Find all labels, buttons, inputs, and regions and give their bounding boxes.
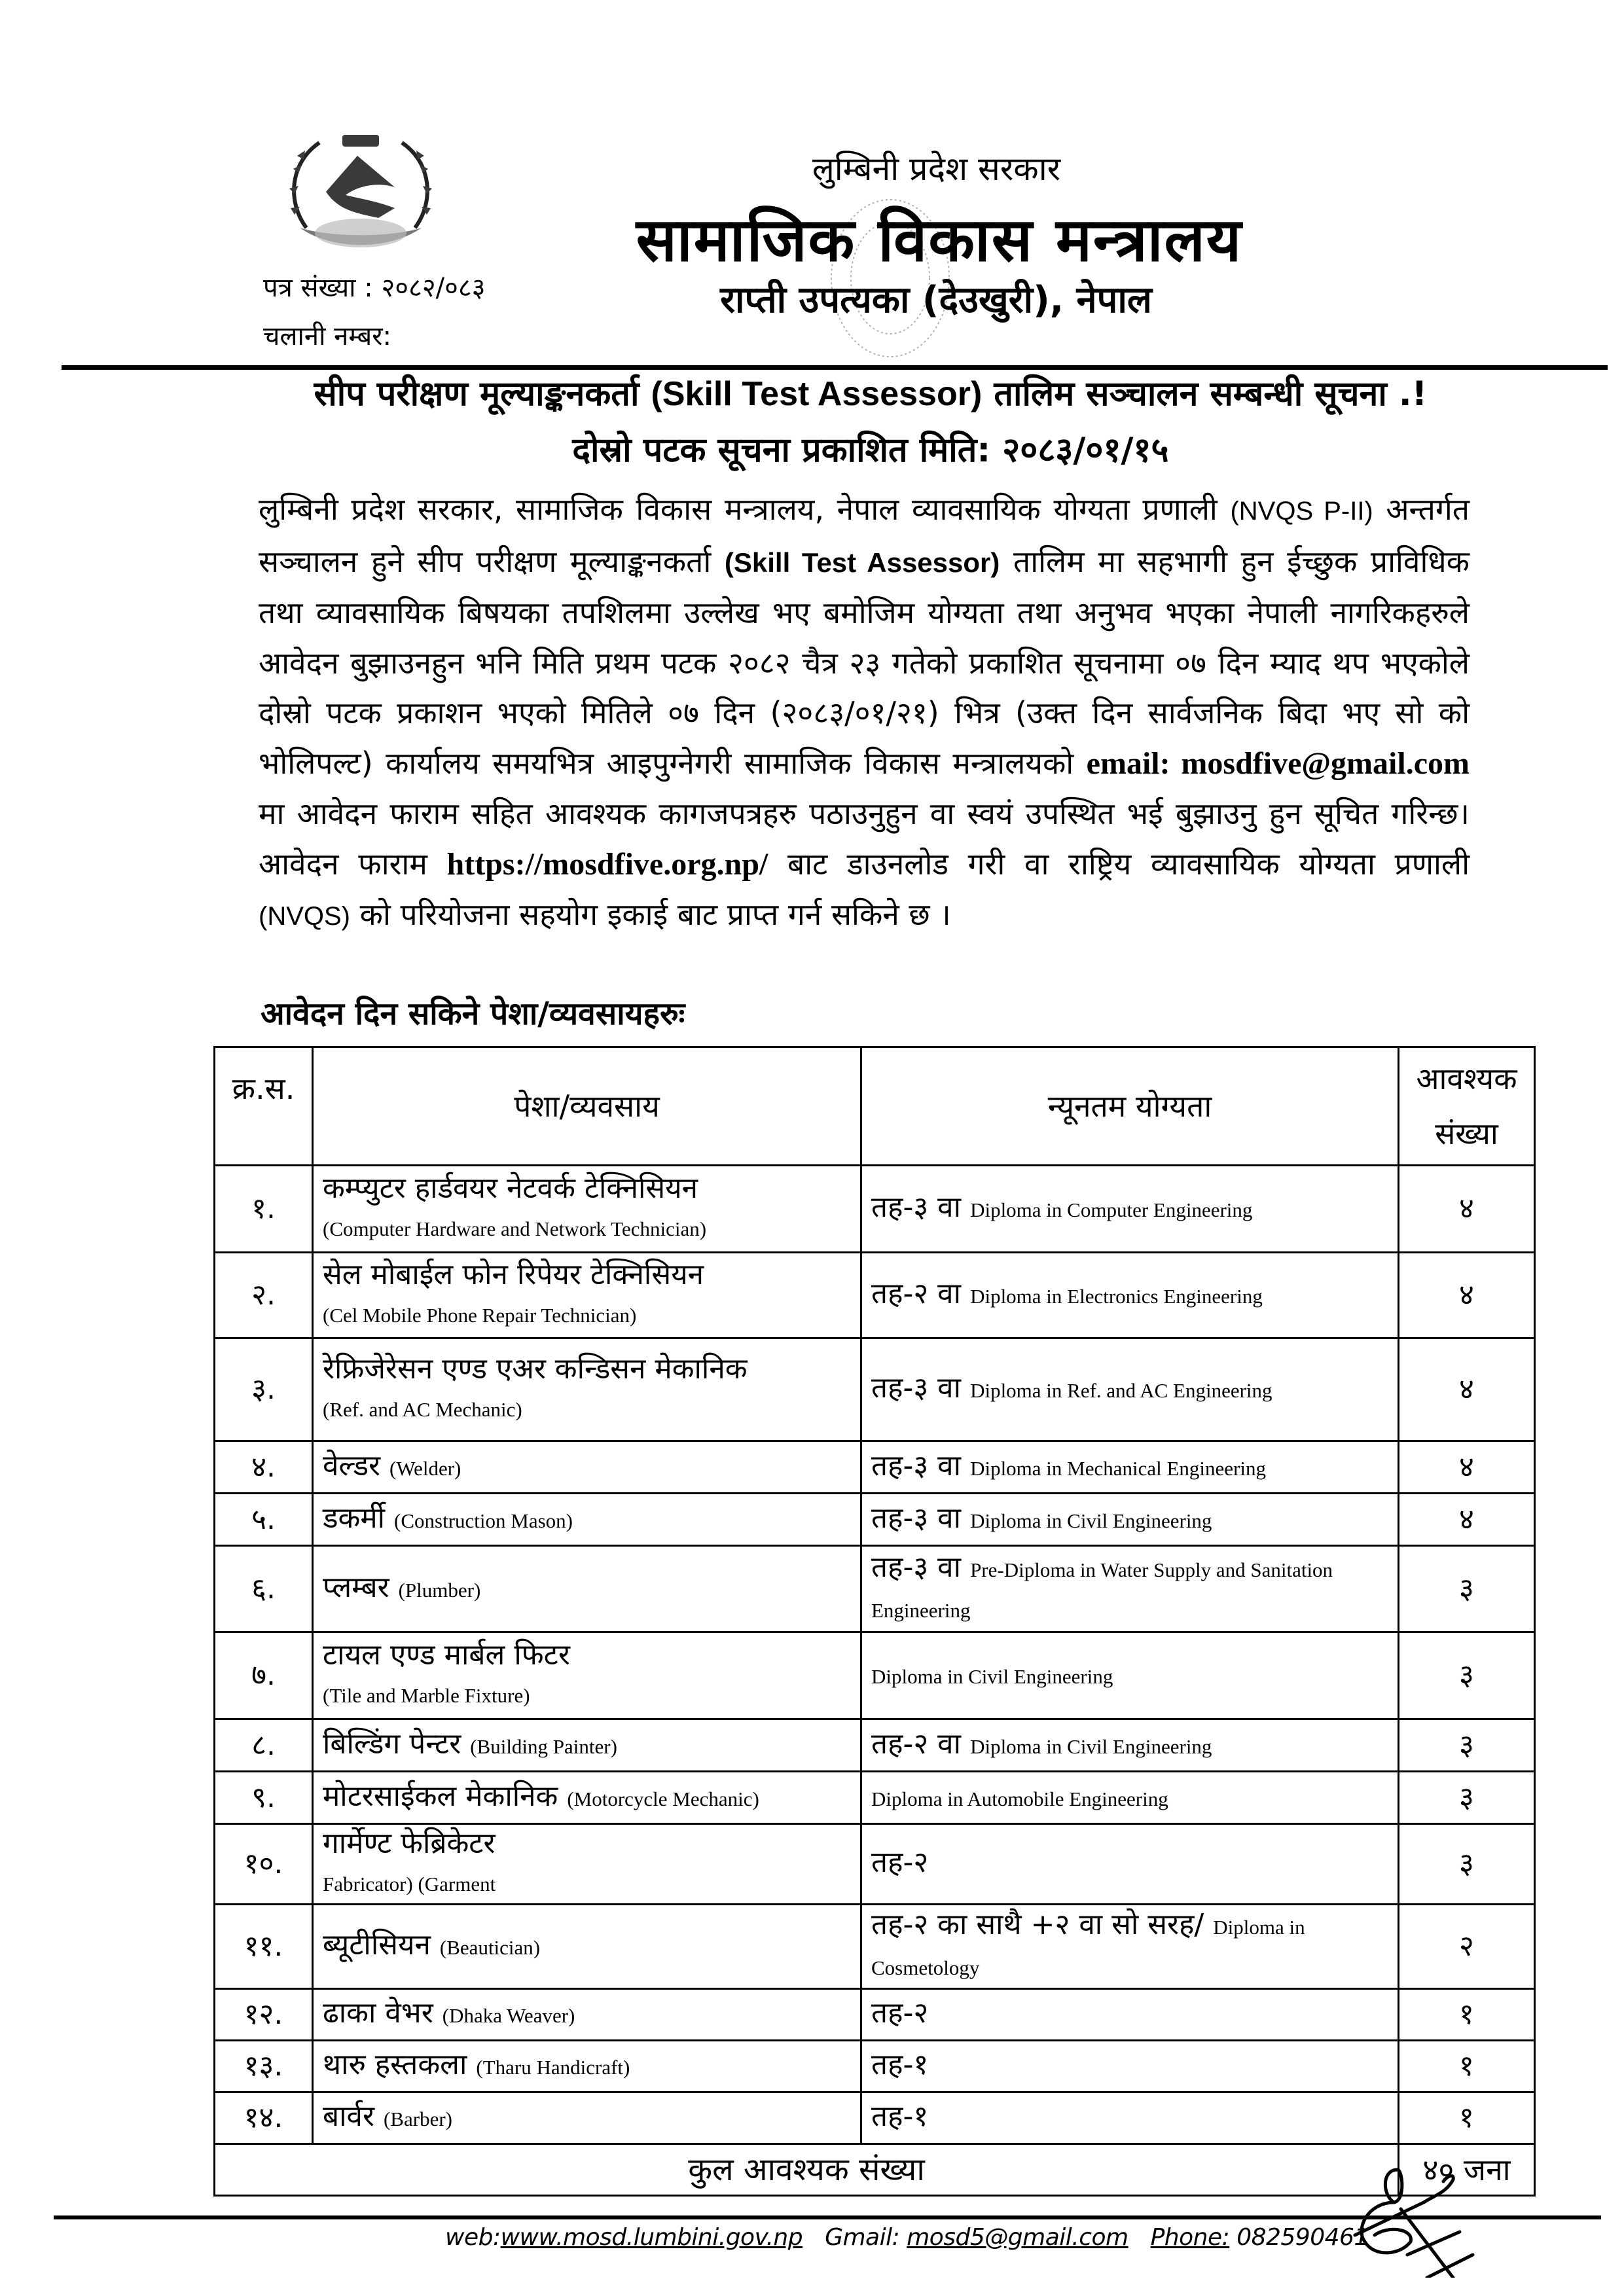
table-header-row <box>215 1047 1535 1166</box>
occupation-nepali: प्लम्बर <box>323 1570 389 1604</box>
table-row <box>215 2041 1535 2092</box>
occupation-english: (Cel Mobile Phone Repair Technician) <box>323 1304 637 1327</box>
row-serial: ५. <box>215 1494 313 1546</box>
ministry-address: राप्ती उपत्यका (देउखुरी), नेपाल <box>720 279 1152 321</box>
occupation-nepali: मोटरसाईकल मेकानिक <box>323 1779 558 1813</box>
notice-title-suffix: तालिम सञ्चालन सम्बन्धी सूचना .! <box>982 374 1428 414</box>
header-serial: क्र.स. <box>215 1047 313 1166</box>
body-nvqs-code: (NVQS P-II) <box>1230 497 1373 526</box>
letter-number-label: पत्र संख्या : <box>263 273 373 303</box>
row-serial: १४. <box>215 2092 313 2144</box>
occupation-nepali: वेल्डर <box>323 1448 380 1482</box>
row-qualification <box>861 1772 1399 1824</box>
table-row <box>215 1905 1535 1989</box>
row-required-count: १ <box>1399 2041 1535 2092</box>
body-skill-test-assessor: (Skill Test Assessor) <box>724 547 1000 578</box>
row-qualification <box>861 2092 1399 2144</box>
occupation-nepali: कम्प्युटर हार्डवयर नेटवर्क टेक्निसियन <box>323 1172 698 1205</box>
row-qualification <box>861 2041 1399 2092</box>
footer-gmail-link[interactable]: mosd5@gmail.com <box>907 2224 1128 2251</box>
occupation-english: (Welder) <box>389 1456 461 1480</box>
row-required-count: ४ <box>1399 1166 1535 1253</box>
row-required-count: ४ <box>1399 1338 1535 1441</box>
table-row <box>215 1632 1535 1719</box>
body-text-5: बाट डाउनलोड गरी वा राष्ट्रिय व्यावसायिक योग्यता प्रणाली <box>768 846 1470 882</box>
row-serial: १२. <box>215 1989 313 2041</box>
letter-number <box>263 268 486 304</box>
qualification-level: तह-१ <box>871 2100 929 2133</box>
row-occupation <box>313 1166 861 1253</box>
row-qualification <box>861 1546 1399 1632</box>
header-required-count-line2: संख्या <box>1435 1116 1498 1151</box>
row-qualification <box>861 1166 1399 1253</box>
body-nvqs-short: (NVQS) <box>259 902 350 931</box>
footer-phone-label: Phone: <box>1150 2224 1230 2251</box>
row-required-count: ३ <box>1399 1719 1535 1772</box>
row-serial: १०. <box>215 1824 313 1905</box>
occupation-english: (Plumber) <box>398 1578 481 1602</box>
row-occupation <box>313 1546 861 1632</box>
occupation-nepali: डकर्मी <box>323 1501 386 1535</box>
occupation-nepali: गार्मेण्ट फेब्रिकेटर <box>323 1827 496 1860</box>
row-occupation <box>313 1494 861 1546</box>
footer-phone-value: 082590461 <box>1229 2224 1369 2251</box>
row-qualification <box>861 1253 1399 1338</box>
qualification-diploma: Pre-Diploma in Water Supply and Sanitation Engineering <box>871 1558 1333 1622</box>
occupation-nepali: सेल मोबाईल फोन रिपेयर टेक्निसियन <box>323 1258 704 1291</box>
qualification-level: तह-३ वा <box>871 1371 962 1405</box>
table-total-row <box>215 2144 1535 2196</box>
notice-title <box>249 369 1492 416</box>
row-occupation <box>313 1772 861 1824</box>
notice-title-prefix: सीप परीक्षण मूल्याङ्कनकर्ता <box>314 374 651 414</box>
row-qualification <box>861 1632 1399 1719</box>
row-qualification <box>861 1441 1399 1494</box>
row-occupation <box>313 1719 861 1772</box>
row-required-count: ३ <box>1399 1824 1535 1905</box>
row-qualification <box>861 1905 1399 1989</box>
row-serial: २. <box>215 1253 313 1338</box>
notice-body <box>259 484 1470 942</box>
qualification-diploma: Diploma in Mechanical Engineering <box>970 1456 1266 1480</box>
body-download-url-link[interactable]: https://mosdfive.org.np/ <box>446 846 768 882</box>
row-occupation <box>313 2041 861 2092</box>
row-serial: ८. <box>215 1719 313 1772</box>
occupation-table <box>213 1046 1536 2197</box>
qualification-level: तह-३ वा <box>871 1191 962 1224</box>
row-required-count: १ <box>1399 2092 1535 2144</box>
row-required-count: ३ <box>1399 1772 1535 1824</box>
qualification-level: तह-२ वा <box>871 1277 962 1310</box>
qualification-level: तह-२ का साथै +२ वा सो सरह/ <box>871 1908 1204 1941</box>
occupation-english: (Tile and Marble Fixture) <box>323 1684 530 1707</box>
row-serial: ११. <box>215 1905 313 1989</box>
qualification-diploma: Diploma in Computer Engineering <box>970 1198 1253 1221</box>
table-row <box>215 1546 1535 1632</box>
dispatch-number-label: चलानी नम्बर: <box>263 321 392 351</box>
occupation-nepali: थारु हस्तकला <box>323 2048 467 2081</box>
signature-icon <box>1348 2163 1486 2278</box>
occupation-english: Fabricator) (Garment <box>323 1873 496 1895</box>
ministry-title: सामाजिक विकास मन्त्रालय <box>636 205 1243 275</box>
qualification-diploma: Diploma in Electronics Engineering <box>970 1285 1263 1308</box>
table-row <box>215 1441 1535 1494</box>
occupation-english: (Beautician) <box>439 1936 541 1959</box>
table-row <box>215 1166 1535 1253</box>
qualification-level: तह-३ वा <box>871 1448 962 1482</box>
occupation-english: (Dhaka Weaver) <box>442 2004 575 2027</box>
table-row <box>215 1989 1535 2041</box>
notice-title-en: (Skill Test Assessor) <box>651 375 983 413</box>
row-occupation <box>313 1905 861 1989</box>
header-qualification: न्यूनतम योग्यता <box>861 1047 1399 1166</box>
table-row <box>215 1494 1535 1546</box>
table-row <box>215 1824 1535 1905</box>
government-name: लुम्बिनी प्रदेश सरकार <box>812 150 1061 188</box>
row-required-count: ३ <box>1399 1632 1535 1719</box>
footer-web-link[interactable]: www.mosd.lumbini.gov.np <box>500 2224 803 2251</box>
row-qualification <box>861 1824 1399 1905</box>
occupation-nepali: बिल्डिंग पेन्टर <box>323 1727 461 1761</box>
qualification-diploma: Diploma in Ref. and AC Engineering <box>970 1379 1272 1402</box>
row-serial: १. <box>215 1166 313 1253</box>
qualification-level: तह-३ वा <box>871 1550 962 1584</box>
row-occupation <box>313 1253 861 1338</box>
occupation-nepali: टायल एण्ड मार्बल फिटर <box>323 1638 570 1672</box>
qualification-level: तह-३ वा <box>871 1501 962 1535</box>
header-required-count <box>1399 1047 1535 1166</box>
row-qualification <box>861 1494 1399 1546</box>
row-occupation <box>313 1989 861 2041</box>
qualification-diploma: Diploma in Cosmetology <box>871 1916 1305 1979</box>
table-row <box>215 1338 1535 1441</box>
row-qualification <box>861 1719 1399 1772</box>
row-occupation <box>313 1338 861 1441</box>
occupation-english: (Construction Mason) <box>394 1509 573 1532</box>
row-required-count: ४ <box>1399 1253 1535 1338</box>
row-serial: ७. <box>215 1632 313 1719</box>
occupation-nepali: रेफ्रिजेरेसन एण्ड एअर कन्डिसन मेकानिक <box>323 1352 748 1386</box>
table-row <box>215 1253 1535 1338</box>
qualification-level: तह-२ वा <box>871 1727 962 1761</box>
row-serial: ४. <box>215 1441 313 1494</box>
qualification-level: तह-२ <box>871 1846 929 1879</box>
footer-contact <box>445 2224 1369 2251</box>
total-value: ४० जना <box>1399 2144 1535 2196</box>
footer-web-label: web: <box>445 2224 501 2251</box>
row-required-count: २ <box>1399 1905 1535 1989</box>
qualification-level: तह-१ <box>871 2048 929 2081</box>
occupation-list-heading: आवेदन दिन सकिने पेशा/व्यवसायहरुः <box>261 996 685 1032</box>
body-text-2: अन्तर्गत सञ्चालन हुने सीप परीक्षण मूल्याङ्कनकर्ता <box>259 492 1470 579</box>
table-row <box>215 2092 1535 2144</box>
row-serial: ६. <box>215 1546 313 1632</box>
row-occupation <box>313 1632 861 1719</box>
row-serial: १३. <box>215 2041 313 2092</box>
row-occupation <box>313 1824 861 1905</box>
body-email-link[interactable]: email: mosdfive@gmail.com <box>1086 745 1470 781</box>
footer-gmail-label: Gmail: <box>825 2224 907 2251</box>
occupation-nepali: ढाका वेभर <box>323 1996 433 2030</box>
row-qualification <box>861 1338 1399 1441</box>
qualification-diploma: Diploma in Civil Engineering <box>970 1734 1212 1758</box>
occupation-english: (Ref. and AC Mechanic) <box>323 1398 522 1421</box>
footer-divider <box>54 2215 1601 2219</box>
row-serial: ९. <box>215 1772 313 1824</box>
qualification-diploma: Diploma in Automobile Engineering <box>871 1787 1168 1810</box>
occupation-nepali: बार्वर <box>323 2100 374 2133</box>
body-text-3: तालिम मा सहभागी हुन ईच्छुक प्राविधिक तथा व्यावसायिक बिषयका तपशिलमा उल्लेख भए बमोजिम योग्यता तथा अनुभव भएका नेपाली नागरिकहरुले आवेदन बुझाउनहुन भनि मिति प्रथम पटक २०८२ चैत्र २३ गतेको प्रकाशित सूचनामा ०७ दिन म्याद थप भएकोले दोस्रो पटक प्रकाशन भएको मितिले ०७ दिन (२०८३/०१/२१) भित्र (उक्त दिन सार्वजनिक बिदा भए सो को भोलिपल्ट) कार्यालय समयभित्र आइपुग्नेगरी सामाजिक विकास मन्त्रालयको <box>259 543 1470 781</box>
occupation-english: (Computer Hardware and Network Technician) <box>323 1217 707 1240</box>
qualification-diploma: Diploma in Civil Engineering <box>871 1665 1113 1688</box>
row-serial: ३. <box>215 1338 313 1441</box>
row-required-count: ४ <box>1399 1441 1535 1494</box>
header-required-count-line1: आवश्यक <box>1416 1061 1517 1096</box>
occupation-english: (Barber) <box>383 2108 452 2130</box>
total-label: कुल आवश्यक संख्या <box>215 2144 1399 2196</box>
table-row <box>215 1772 1535 1824</box>
qualification-diploma: Diploma in Civil Engineering <box>970 1509 1212 1532</box>
body-text-4: मा आवेदन फाराम सहित आवश्यक कागजपत्रहरु पठाउनुहुन वा स्वयं उपस्थित भई बुझाउनु हुन सूचित गरिन्छ। आवेदन फाराम <box>259 796 1470 882</box>
row-occupation <box>313 1441 861 1494</box>
table-row <box>215 1719 1535 1772</box>
qualification-level: तह-२ <box>871 1996 929 2030</box>
occupation-english: (Motorcycle Mechanic) <box>567 1787 759 1810</box>
letter-number-value: २०८२/०८३ <box>381 273 486 303</box>
row-required-count: ४ <box>1399 1494 1535 1546</box>
body-text-6: को परियोजना सहयोग इकाई बाट प्राप्त गर्न सकिने छ । <box>350 897 951 932</box>
row-required-count: ३ <box>1399 1546 1535 1632</box>
occupation-nepali: ब्यूटीसियन <box>323 1928 431 1962</box>
row-occupation <box>313 2092 861 2144</box>
notice-publish-date: दोस्रो पटक सूचना प्रकाशित मिति: २०८३/०१/१५ <box>572 431 1169 470</box>
occupation-english: (Building Painter) <box>470 1734 617 1758</box>
body-text-1: लुम्बिनी प्रदेश सरकार, सामाजिक विकास मन्त्रालय, नेपाल व्यावसायिक योग्यता प्रणाली <box>259 492 1231 527</box>
row-qualification <box>861 1989 1399 2041</box>
header-occupation: पेशा/व्यवसाय <box>313 1047 861 1166</box>
occupation-english: (Tharu Handicraft) <box>476 2056 630 2079</box>
row-required-count: १ <box>1399 1989 1535 2041</box>
